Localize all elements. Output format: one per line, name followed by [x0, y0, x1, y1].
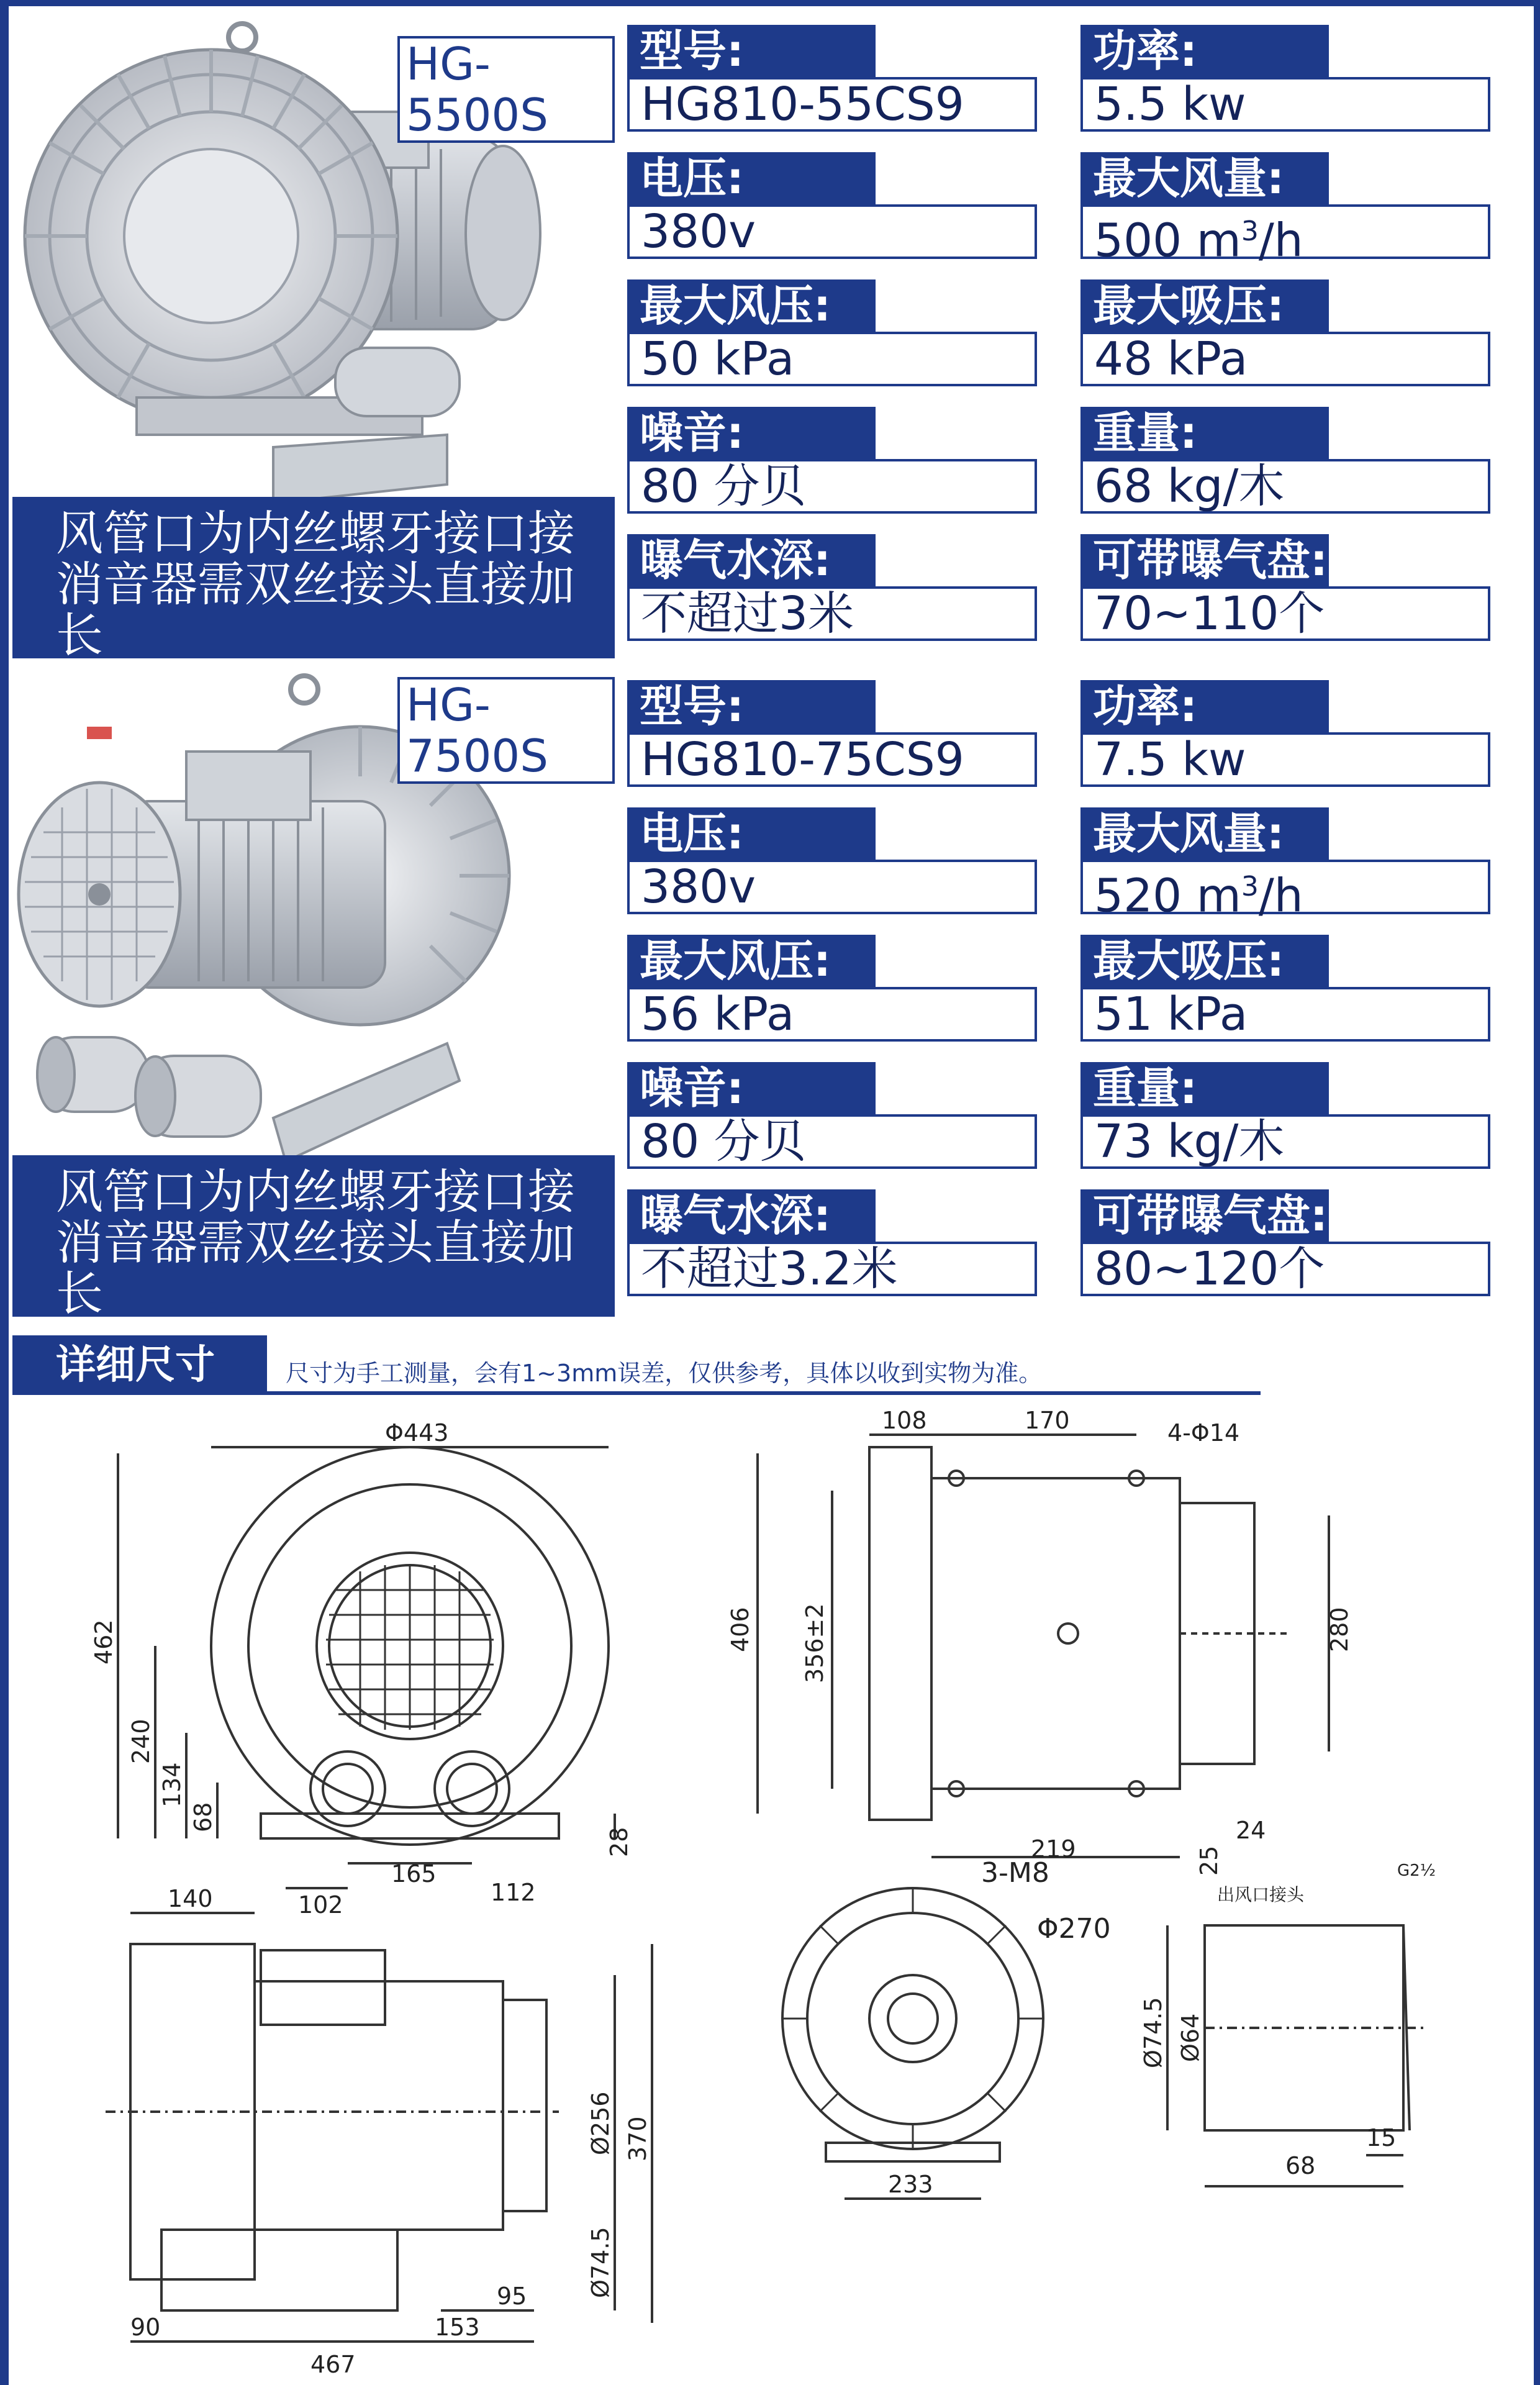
spec-weight: 重量: 73 kg/木 [1080, 1062, 1490, 1169]
dim-pipe-64: Ø64 [1177, 2013, 1204, 2062]
spec-power: 功率: 5.5 kw [1080, 25, 1490, 132]
side-view [106, 1913, 652, 2342]
dim-top-108: 108 [882, 1407, 927, 1434]
spec-noise: 噪音: 80 分贝 [627, 1062, 1037, 1169]
dim-pipe-15: 15 [1366, 2124, 1397, 2151]
spec-aeration-discs: 可带曝气盘: 70~110个 [1080, 534, 1490, 641]
spec-aeration-depth: 曝气水深: 不超过3.2米 [627, 1189, 1037, 1296]
dim-front-112: 112 [491, 1879, 536, 1906]
top-border [0, 0, 1540, 6]
spec-voltage: 电压: 380v [627, 152, 1037, 259]
flange-view [782, 1888, 1043, 2199]
dim-top-219: 219 [1031, 1835, 1076, 1863]
spec-model: 型号: HG810-75CS9 [627, 680, 1037, 787]
dim-side-95: 95 [497, 2283, 527, 2310]
product-note: 风管口为内丝螺牙接口接消音器需双丝接头直接加长 [12, 1155, 615, 1317]
spec-max-airflow: 最大风量: 520 $m^3/h$ [1080, 807, 1490, 914]
dim-flange-233: 233 [888, 2171, 933, 2198]
dim-front-68: 68 [189, 1802, 217, 1832]
spec-noise: 噪音: 80 分贝 [627, 407, 1037, 514]
spec-max-airflow: 最大风量: 500 $m^3/h$ [1080, 152, 1490, 259]
dim-top-406: 406 [727, 1607, 754, 1652]
dim-front-102: 102 [298, 1891, 343, 1919]
spec-max-suction: 最大吸压: 51 kPa [1080, 935, 1490, 1042]
product-1-panel [12, 12, 615, 663]
dim-front-134: 134 [158, 1762, 186, 1807]
right-border [1534, 0, 1540, 2385]
pipe-label: 出风口接头 [1217, 1884, 1305, 1905]
dim-pipe-745: Ø74.5 [1139, 1997, 1167, 2068]
dim-front-443: Φ443 [385, 1419, 449, 1447]
dim-side-140: 140 [168, 1885, 213, 1912]
spec-aeration-discs: 可带曝气盘: 80~120个 [1080, 1189, 1490, 1296]
spec-model: 型号: HG810-55CS9 [627, 25, 1037, 132]
dim-top-356: 356±2 [801, 1603, 828, 1683]
dim-side-74: Ø74.5 [587, 2227, 614, 2298]
dim-front-28: 28 [605, 1827, 633, 1857]
dim-top-280: 280 [1326, 1607, 1353, 1652]
dimensions-rule [267, 1391, 1261, 1395]
dim-top-holes: 4-Φ14 [1167, 1419, 1240, 1447]
dim-pipe-68: 68 [1285, 2152, 1316, 2179]
dim-top-24: 24 [1236, 1817, 1266, 1844]
pipe-view [1167, 1925, 1428, 2186]
dim-front-165: 165 [391, 1860, 437, 1888]
dim-flange-270: Φ270 [1037, 1913, 1111, 1945]
pipe-thread: G2½ [1397, 1861, 1436, 1880]
spec-max-pressure: 最大风压: 56 kPa [627, 935, 1037, 1042]
dim-top-170: 170 [1025, 1407, 1070, 1434]
dim-side-90: 90 [130, 2314, 161, 2341]
dim-side-467: 467 [310, 2351, 356, 2378]
spec-aeration-depth: 曝气水深: 不超过3米 [627, 534, 1037, 641]
top-view [758, 1435, 1329, 1857]
spec-weight: 重量: 68 kg/木 [1080, 407, 1490, 514]
spec-max-pressure: 最大风压: 50 kPa [627, 279, 1037, 386]
dim-flange-thread: 3-M8 [981, 1857, 1049, 1889]
product-note: 风管口为内丝螺牙接口接消音器需双丝接头直接加长 [12, 497, 615, 658]
model-tag: HG-7500S [397, 677, 615, 784]
front-view [118, 1447, 615, 1888]
dim-side-153: 153 [435, 2314, 480, 2341]
dim-side-256: Ø256 [587, 2091, 614, 2155]
product-2-panel [12, 671, 615, 1321]
dim-front-462: 462 [90, 1619, 117, 1665]
spec-power: 功率: 7.5 kw [1080, 680, 1490, 787]
dim-side-370: 370 [624, 2116, 651, 2161]
spec-max-suction: 最大吸压: 48 kPa [1080, 279, 1490, 386]
left-border [0, 0, 9, 2385]
dim-front-240: 240 [127, 1719, 155, 1764]
model-tag: HG-5500S [397, 36, 615, 143]
dim-top-25: 25 [1195, 1845, 1223, 1876]
spec-voltage: 电压: 380v [627, 807, 1037, 914]
dimensions-note: 尺寸为手工测量，会有1~3mm误差，仅供参考，具体以收到实物为准。 [286, 1360, 1043, 1387]
dimensions-title: 详细尺寸 [12, 1335, 267, 1395]
